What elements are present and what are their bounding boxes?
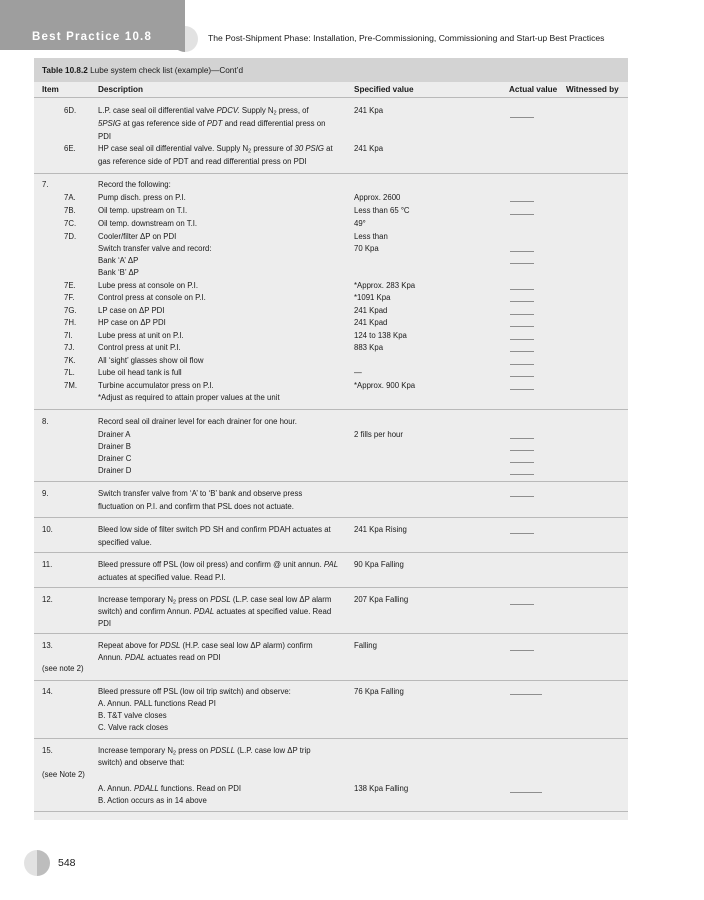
- description-line: PDI: [98, 619, 111, 628]
- text-run: press on: [176, 746, 211, 755]
- specified-value: 241 Kpa: [354, 106, 384, 115]
- description-line: Cooler/filter ΔP on PDI: [98, 232, 177, 241]
- row-divider: [34, 409, 628, 410]
- row-divider: [34, 680, 628, 681]
- item-number: 9.: [42, 489, 49, 498]
- actual-value-blank[interactable]: [510, 792, 542, 793]
- description-line: Oil temp. downstream on T.I.: [98, 219, 198, 228]
- table-caption-text: Lube system check list (example)—Cont’d: [87, 66, 243, 75]
- text-run: and read differential press on: [222, 119, 326, 128]
- description-line: HP case on ΔP PDI: [98, 318, 166, 327]
- description-line: Lube press at console on P.I.: [98, 281, 198, 290]
- item-number: 10.: [42, 525, 53, 534]
- description-line: Turbine accumulator press on P.I.: [98, 381, 214, 390]
- row-divider: [34, 173, 628, 174]
- item-number: 7D.: [64, 232, 77, 241]
- text-run: PDSLL: [210, 746, 235, 755]
- specified-value: *Approx. 283 Kpa: [354, 281, 416, 290]
- row-divider: [34, 517, 628, 518]
- col-header-description: Description: [98, 85, 144, 94]
- actual-value-blank[interactable]: [510, 496, 534, 497]
- description-line: [98, 641, 313, 651]
- specified-value: 241 Kpa Rising: [354, 525, 407, 534]
- specified-value: Less than: [354, 232, 388, 241]
- description-line: Record the following:: [98, 180, 171, 189]
- item-number: 7M.: [64, 381, 77, 390]
- item-number: 7G.: [64, 306, 77, 315]
- description-line: Control press at unit P.I.: [98, 343, 181, 352]
- description-line: Bank ‘A’ ΔP: [98, 256, 139, 265]
- text-run: (L.P. case seal low ΔP alarm: [230, 595, 332, 604]
- specified-value: *1091 Kpa: [354, 293, 391, 302]
- table-caption: [34, 58, 628, 82]
- description-line: Lube oil head tank is full: [98, 368, 182, 377]
- specified-value: 207 Kpa Falling: [354, 595, 409, 604]
- item-number: 14.: [42, 687, 53, 696]
- actual-value-blank[interactable]: [510, 450, 534, 451]
- actual-value-blank[interactable]: [510, 301, 534, 302]
- item-number: 7K.: [64, 356, 76, 365]
- text-run: PDSL: [159, 641, 181, 650]
- subscript: 2: [248, 148, 252, 155]
- actual-value-blank[interactable]: [510, 214, 534, 215]
- text-run: A. Annun.: [98, 784, 134, 793]
- actual-value-blank[interactable]: [510, 263, 534, 264]
- text-run: actuates at specified value. Read: [214, 607, 332, 616]
- row-divider: [34, 738, 628, 739]
- text-run: PAL: [323, 560, 339, 569]
- specified-value: Falling: [354, 641, 377, 650]
- text-run: Repeat above for: [98, 641, 160, 650]
- text-run: Increase temporary N: [98, 746, 173, 755]
- description-line: Drainer A: [98, 430, 131, 439]
- description-line: gas reference side of PDT and read differential press on PDI: [98, 157, 307, 166]
- description-line: specified value.: [98, 538, 152, 547]
- item-number: 13.: [42, 641, 53, 650]
- page-circle-icon: [24, 850, 50, 876]
- chapter-title: The Post-Shipment Phase: Installation, Pre-Commissioning, Commissioning and Start-up Best Practices: [208, 33, 605, 43]
- text-run: press, of: [276, 106, 309, 115]
- row-divider: [34, 97, 628, 98]
- text-run: functions. Read on PDI: [158, 784, 242, 793]
- subscript: 2: [273, 110, 277, 117]
- text-run: Annun.: [98, 653, 125, 662]
- row-divider: [34, 481, 628, 482]
- actual-value-blank[interactable]: [510, 289, 534, 290]
- text-run: L.P. case seal oil differential valve: [98, 106, 217, 115]
- text-run: HP case seal oil differential valve. Supply N: [98, 144, 249, 153]
- description-line: PDI: [98, 132, 111, 141]
- description-line: Switch transfer valve and record:: [98, 244, 212, 253]
- specified-value: 124 to 138 Kpa: [354, 331, 407, 340]
- description-line: A. Annun. PALL functions Read PI: [98, 699, 216, 708]
- description-line: switch) and observe that:: [98, 758, 185, 767]
- actual-value-blank[interactable]: [510, 694, 542, 695]
- description-line: fluctuation on P.I. and confirm that PSL does not actuate.: [98, 502, 294, 511]
- description-line: Lube press at unit on P.I.: [98, 331, 184, 340]
- header-circle-icon: [172, 26, 198, 52]
- description-line: Oil temp. upstream on T.I.: [98, 206, 188, 215]
- item-number: 7A.: [64, 193, 76, 202]
- text-run: (H.P. case seal low ΔP alarm) confirm: [180, 641, 313, 650]
- actual-value-blank[interactable]: [510, 533, 534, 534]
- col-header-witnessed: Witnessed by: [566, 85, 619, 94]
- actual-value-blank[interactable]: [510, 251, 534, 252]
- item-note: (see note 2): [42, 664, 84, 673]
- actual-value-blank[interactable]: [510, 351, 534, 352]
- item-number: 7H.: [64, 318, 77, 327]
- actual-value-blank[interactable]: [510, 117, 534, 118]
- description-line: [98, 784, 241, 794]
- row-divider: [34, 552, 628, 553]
- description-line: Drainer C: [98, 454, 132, 463]
- table: [34, 58, 628, 820]
- text-run: Bleed pressure off PSL (low oil press) and confirm @ unit annun.: [98, 560, 324, 569]
- item-number: 7L.: [64, 368, 75, 377]
- text-run: switch) and confirm Annun.: [98, 607, 194, 616]
- text-run: Supply N: [239, 106, 274, 115]
- text-run: press on: [176, 595, 211, 604]
- description-line: [98, 560, 338, 570]
- text-run: actuates read on PDI: [145, 653, 221, 662]
- specified-value: 138 Kpa Falling: [354, 784, 409, 793]
- actual-value-blank[interactable]: [510, 604, 534, 605]
- description-line: Bleed pressure off PSL (low oil trip switch) and observe:: [98, 687, 291, 696]
- actual-value-blank[interactable]: [510, 201, 534, 202]
- specified-value: 90 Kpa Falling: [354, 560, 404, 569]
- description-line: Switch transfer valve from ‘A’ to ‘B’ bank and observe press: [98, 489, 303, 498]
- description-line: Control press at console on P.I.: [98, 293, 206, 302]
- text-run: PDAL: [124, 653, 146, 662]
- specified-value: Less than 65 °C: [354, 206, 410, 215]
- actual-value-blank[interactable]: [510, 364, 534, 365]
- specified-value: *Approx. 900 Kpa: [354, 381, 416, 390]
- item-number: 11.: [42, 560, 53, 569]
- item-number: 7.: [42, 180, 49, 189]
- specified-value: 241 Kpad: [354, 306, 388, 315]
- col-header-specified: Specified value: [354, 85, 414, 94]
- text-run: Increase temporary N: [98, 595, 173, 604]
- subscript: 2: [172, 599, 177, 606]
- text-run: 30 PSIG: [294, 144, 324, 153]
- actual-value-blank[interactable]: [510, 438, 534, 439]
- actual-value-blank[interactable]: [510, 650, 534, 651]
- item-number: 8.: [42, 417, 49, 426]
- text-run: at gas reference side of: [120, 119, 207, 128]
- table-caption-number: Table 10.8.2: [42, 66, 88, 75]
- specified-value: —: [354, 368, 362, 377]
- row-divider: [34, 587, 628, 588]
- text-run: PDT: [206, 119, 223, 128]
- actual-value-blank[interactable]: [510, 462, 534, 463]
- item-number: 7J.: [64, 343, 75, 352]
- specified-value: 49°: [354, 219, 366, 228]
- item-number: 6E.: [64, 144, 76, 153]
- item-number: 7F.: [64, 293, 75, 302]
- text-run: pressure of: [251, 144, 295, 153]
- subscript: 2: [172, 750, 177, 757]
- specified-value: 241 Kpad: [354, 318, 388, 327]
- description-line: All ‘sight’ glasses show oil flow: [98, 356, 204, 365]
- description-line: Bleed low side of filter switch PD SH and confirm PDAH actuates at: [98, 525, 331, 534]
- description-line: B. T&T valve closes: [98, 711, 167, 720]
- description-line: Drainer B: [98, 442, 131, 451]
- description-line: Pump disch. press on P.I.: [98, 193, 186, 202]
- specified-value: 2 fills per hour: [354, 430, 403, 439]
- text-run: 5PSIG: [98, 119, 121, 128]
- col-header-item: Item: [42, 85, 59, 94]
- text-run: PDALL: [133, 784, 159, 793]
- item-number: 7E.: [64, 281, 76, 290]
- item-number: 12.: [42, 595, 53, 604]
- section-label: Best Practice 10.8: [32, 31, 153, 43]
- actual-value-blank[interactable]: [510, 339, 534, 340]
- actual-value-blank[interactable]: [510, 474, 534, 475]
- specified-value: 241 Kpa: [354, 144, 384, 153]
- description-line: Bank ‘B’ ΔP: [98, 268, 139, 277]
- row-divider: [34, 633, 628, 634]
- text-run: at: [324, 144, 333, 153]
- page-number: 548: [58, 857, 76, 869]
- text-run: PDAL: [193, 607, 215, 616]
- item-number: 7I.: [64, 331, 73, 340]
- description-line: B. Action occurs as in 14 above: [98, 796, 207, 805]
- description-line: actuates at specified value. Read P.I.: [98, 573, 226, 582]
- specified-value: 76 Kpa Falling: [354, 687, 404, 696]
- text-run: PDCV.: [216, 106, 240, 115]
- description-line: Record seal oil drainer level for each drainer for one hour.: [98, 417, 297, 426]
- col-header-actual: Actual value: [509, 85, 558, 94]
- description-line: [98, 607, 331, 617]
- actual-value-blank[interactable]: [510, 314, 534, 315]
- description-line: [98, 653, 221, 663]
- text-run: (L.P. case low ΔP trip: [235, 746, 311, 755]
- description-line: C. Valve rack closes: [98, 723, 169, 732]
- item-note: (see Note 2): [42, 770, 85, 779]
- item-number: 15.: [42, 746, 53, 755]
- item-number: 6D.: [64, 106, 77, 115]
- actual-value-blank[interactable]: [510, 376, 534, 377]
- description-line: [98, 119, 325, 129]
- description-line: LP case on ΔP PDI: [98, 306, 165, 315]
- text-run: PDSL: [210, 595, 231, 604]
- specified-value: 883 Kpa: [354, 343, 384, 352]
- actual-value-blank[interactable]: [510, 326, 534, 327]
- specified-value: 70 Kpa: [354, 244, 379, 253]
- footnote: *Adjust as required to attain proper values at the unit: [98, 393, 280, 402]
- row-divider: [34, 811, 628, 812]
- item-number: 7B.: [64, 206, 76, 215]
- description-line: [98, 106, 309, 119]
- actual-value-blank[interactable]: [510, 389, 534, 390]
- description-line: [98, 144, 333, 157]
- description-line: [98, 595, 331, 608]
- description-line: [98, 746, 311, 759]
- specified-value: Approx. 2600: [354, 193, 401, 202]
- item-number: 7C.: [64, 219, 77, 228]
- description-line: Drainer D: [98, 466, 132, 475]
